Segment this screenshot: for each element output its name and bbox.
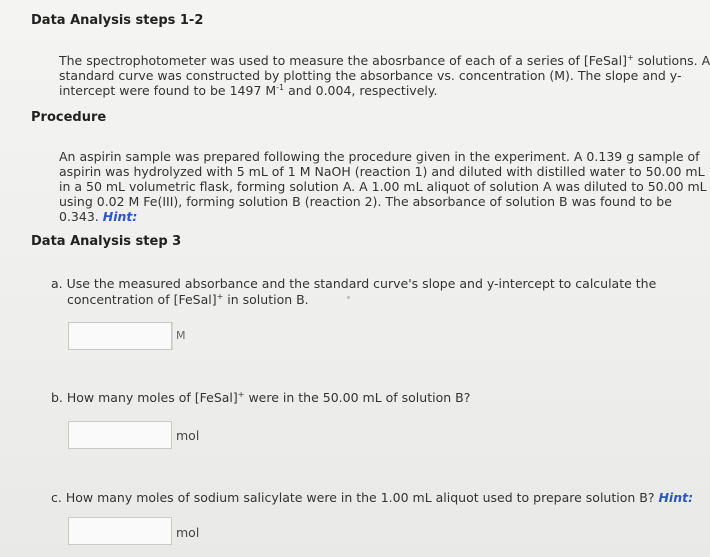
paragraph-line: using 0.02 M Fe(III), forming solution B (reaction 2). The absorbance of solution B was found to be <box>59 194 672 209</box>
spectrophotometer-paragraph <box>59 53 710 98</box>
paragraph-line: An aspirin sample was prepared following the procedure given in the experiment. A 0.139 g sample of <box>59 149 700 164</box>
section-title-procedure: Procedure <box>31 110 107 125</box>
question-line: concentration of [FeSal]+ in solution B. <box>67 291 309 307</box>
paragraph-line: The spectrophotometer was used to measure the abosrbance of each of a series of [FeSal]+ solutions. A <box>59 52 710 68</box>
paragraph-line: aspirin was hydrolyzed with 5 mL of 1 M NaOH (reaction 1) and diluted with distilled water to 50.00 mL <box>59 164 705 179</box>
moles-fesal-answer-input[interactable] <box>68 421 172 449</box>
paragraph-line: standard curve was constructed by plotting the absorbance vs. concentration (M). The slope and y- <box>59 68 682 83</box>
section-title-analysis-3: Data Analysis step 3 <box>31 234 182 249</box>
moles-salicylate-answer-input[interactable] <box>68 517 172 545</box>
paragraph-line: in a 50 mL volumetric flask, forming solution A. A 1.00 mL aliquot of solution A was diluted to 50.00 mL <box>59 179 707 194</box>
question-line: b. How many moles of [FeSal]+ were in the 50.00 mL of solution B? <box>51 389 471 405</box>
decorative-dot <box>347 296 350 299</box>
paragraph-line: intercept were found to be 1497 $M^{-1}$ and 0.004, respectively. <box>59 82 438 98</box>
question-a-text <box>51 276 656 308</box>
section-title-analysis-1-2: Data Analysis steps 1-2 <box>31 13 204 28</box>
concentration-answer-input[interactable] <box>68 322 172 350</box>
paragraph-line: 0.343. Hint: <box>59 209 138 224</box>
hint-link[interactable]: Hint: <box>102 209 138 224</box>
unit-label-mol: mol <box>176 428 200 443</box>
unit-label-mol: mol <box>176 525 200 540</box>
question-b-text <box>51 390 470 406</box>
procedure-paragraph <box>59 149 707 224</box>
question-line: c. How many moles of sodium salicylate were in the 1.00 mL aliquot used to prepare solution B? Hint: <box>51 490 694 505</box>
question-c-text <box>51 490 693 506</box>
hint-link[interactable]: Hint: <box>658 490 694 505</box>
unit-label-m: M <box>172 322 188 350</box>
question-line: a. Use the measured absorbance and the standard curve's slope and y-intercept to calculate the <box>51 276 657 291</box>
